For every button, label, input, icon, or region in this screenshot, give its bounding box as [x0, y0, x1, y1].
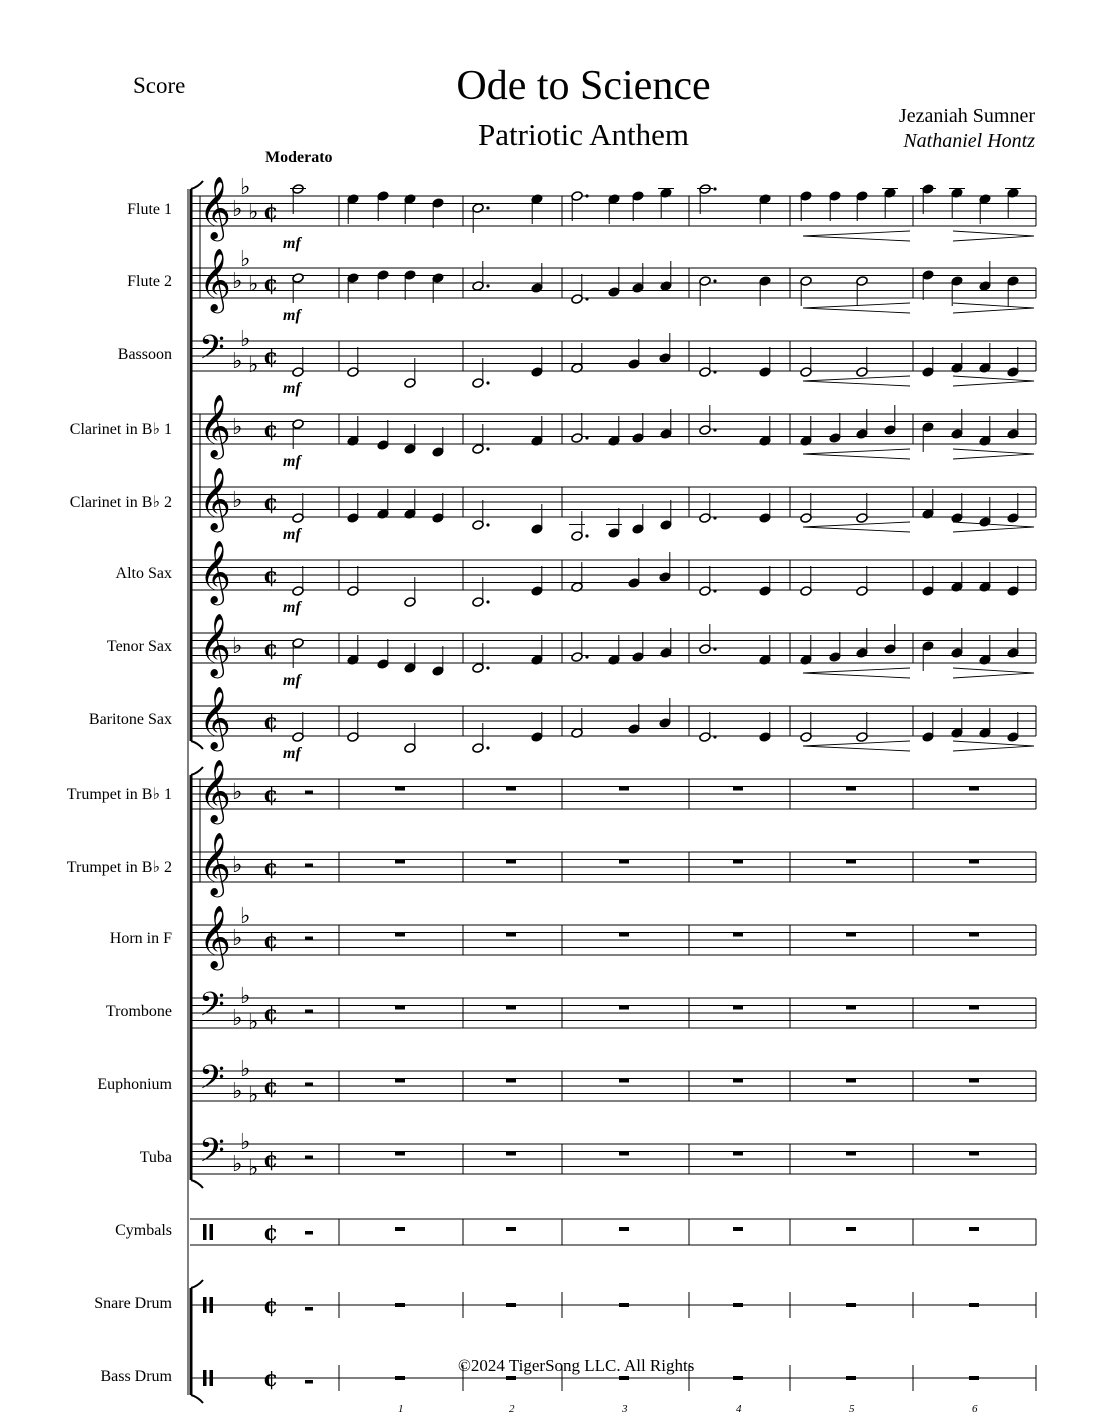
crescendo-hairpin [803, 668, 910, 678]
whole-rest [395, 1376, 405, 1380]
crescendo-hairpin [803, 741, 910, 751]
whole-rest [395, 787, 405, 791]
whole-rest [506, 1152, 516, 1156]
cut-time-signature: ¢ [263, 855, 279, 881]
whole-rest [395, 860, 405, 864]
augmentation-dot [585, 194, 588, 197]
instrument-label: Clarinet in B♭ 2 [69, 494, 172, 511]
flat-sign: ♭ [240, 1057, 251, 1082]
instrument-label: Horn in F [109, 930, 172, 947]
whole-rest [619, 1152, 629, 1156]
whole-rest [846, 1227, 856, 1231]
flat-sign: ♭ [240, 1130, 251, 1155]
whole-rest [733, 860, 743, 864]
staff-15 [190, 1219, 1036, 1246]
instrument-label: Euphonium [97, 1076, 172, 1093]
whole-rest [969, 787, 979, 791]
whole-rest [395, 1227, 405, 1231]
whole-rest [619, 1079, 629, 1083]
whole-rest [733, 1227, 743, 1231]
cut-time-signature: ¢ [263, 199, 279, 225]
instrument-label: Flute 2 [127, 273, 172, 290]
flat-sign: ♭ [232, 926, 243, 951]
flat-sign: ♭ [232, 269, 243, 294]
cut-time-signature: ¢ [263, 1147, 279, 1173]
whole-rest [969, 1006, 979, 1010]
whole-rest [733, 1152, 743, 1156]
whole-rest [733, 1079, 743, 1083]
bar-number: 4 [736, 1403, 742, 1415]
percussion-clef [203, 1297, 207, 1313]
half-rest [305, 791, 313, 795]
cut-time-signature: ¢ [263, 928, 279, 954]
dynamic-mf: mf [283, 307, 301, 324]
instrument-label: Trumpet in B♭ 2 [66, 859, 172, 876]
augmentation-dot [713, 428, 716, 431]
percussion-clef [210, 1370, 214, 1386]
staff-16 [190, 1292, 1036, 1319]
augmentation-dot [713, 589, 716, 592]
augmentation-dot [486, 746, 489, 749]
flat-sign: ♭ [232, 415, 243, 440]
crescendo-hairpin [803, 376, 910, 386]
treble-clef: 𝄞 [199, 467, 231, 530]
half-rest [305, 1231, 313, 1235]
instrument-label: Trombone [105, 1003, 172, 1020]
treble-clef: 𝄞 [199, 905, 231, 968]
staff-9 [190, 759, 1036, 825]
whole-rest [619, 1303, 629, 1307]
whole-rest [506, 1006, 516, 1010]
dynamic-mf: mf [283, 380, 301, 397]
cut-time-signature: ¢ [263, 709, 279, 735]
whole-rest [506, 933, 516, 937]
cut-time-signature: ¢ [263, 1293, 279, 1319]
dynamic-mf: mf [283, 235, 301, 252]
diminuendo-hairpin [953, 522, 1034, 532]
flat-sign: ♭ [240, 175, 251, 200]
whole-rest [969, 860, 979, 864]
augmentation-dot [486, 600, 489, 603]
crescendo-hairpin [803, 449, 910, 459]
flat-sign: ♭ [248, 200, 259, 225]
cut-time-signature: ¢ [263, 782, 279, 808]
augmentation-dot [713, 187, 716, 190]
flat-sign: ♭ [232, 634, 243, 659]
whole-rest [846, 933, 856, 937]
dynamic-mf: mf [283, 599, 301, 616]
bracket-hook [191, 1180, 203, 1188]
bar-number: 3 [622, 1403, 628, 1415]
percussion-clef [203, 1370, 207, 1386]
percussion-clef [203, 1224, 207, 1240]
flat-sign: ♭ [248, 1010, 259, 1035]
cut-time-signature: ¢ [263, 563, 279, 589]
augmentation-dot [585, 297, 588, 300]
bracket-hook [191, 1395, 203, 1403]
treble-clef: 𝄞 [199, 759, 231, 822]
brass-bracket [191, 767, 203, 1188]
whole-rest [395, 933, 405, 937]
instrument-label: Clarinet in B♭ 1 [69, 421, 172, 438]
cut-time-signature: ¢ [263, 636, 279, 662]
augmentation-dot [713, 735, 716, 738]
whole-rest [506, 1376, 516, 1380]
whole-rest [846, 1303, 856, 1307]
whole-rest [969, 933, 979, 937]
augmentation-dot [486, 666, 489, 669]
arranger-name: Nathaniel Hontz [903, 130, 1035, 152]
staff-14 [190, 1130, 1036, 1181]
diminuendo-hairpin [953, 303, 1034, 313]
instrument-label: Baritone Sax [88, 711, 172, 728]
treble-clef: 𝄞 [199, 613, 231, 676]
augmentation-dot [486, 447, 489, 450]
staff-12 [190, 984, 1036, 1035]
staff-13 [190, 1057, 1036, 1108]
whole-rest [733, 933, 743, 937]
whole-rest [846, 1152, 856, 1156]
dynamic-mf: mf [283, 526, 301, 543]
flat-sign: ♭ [232, 1079, 243, 1104]
whole-rest [846, 1376, 856, 1380]
augmentation-dot [713, 647, 716, 650]
dynamic-mf: mf [283, 453, 301, 470]
half-rest [305, 1380, 313, 1384]
piece-subtitle: Patriotic Anthem [478, 117, 689, 152]
treble-clef: 𝄞 [199, 176, 231, 239]
augmentation-dot [585, 534, 588, 537]
whole-rest [846, 1006, 856, 1010]
instrument-label: Cymbals [115, 1222, 172, 1239]
bar-number: 1 [398, 1403, 404, 1415]
bracket-hook [191, 1280, 203, 1288]
whole-rest [733, 1006, 743, 1010]
staff-10 [190, 832, 1036, 898]
flat-sign: ♭ [248, 272, 259, 297]
whole-rest [619, 1006, 629, 1010]
augmentation-dot [713, 279, 716, 282]
diminuendo-hairpin [953, 741, 1034, 751]
crescendo-hairpin [803, 303, 910, 313]
cut-time-signature: ¢ [263, 271, 279, 297]
flat-sign: ♭ [248, 1156, 259, 1181]
whole-rest [969, 1227, 979, 1231]
cut-time-signature: ¢ [263, 1366, 279, 1392]
instrument-label: Alto Sax [115, 565, 172, 582]
diminuendo-hairpin [953, 449, 1034, 459]
augmentation-dot [585, 436, 588, 439]
percussion-bracket [191, 1280, 203, 1403]
instrument-label: Bassoon [117, 346, 172, 363]
flat-sign: ♭ [232, 1006, 243, 1031]
dynamic-mf: mf [283, 745, 301, 762]
flat-sign: ♭ [232, 780, 243, 805]
treble-clef: 𝄞 [199, 394, 231, 457]
cut-time-signature: ¢ [263, 417, 279, 443]
whole-rest [506, 1303, 516, 1307]
flat-sign: ♭ [232, 488, 243, 513]
whole-rest [846, 787, 856, 791]
instrument-label: Flute 1 [127, 201, 172, 218]
cut-time-signature: ¢ [263, 1001, 279, 1027]
flat-sign: ♭ [240, 904, 251, 929]
treble-clef: 𝄞 [199, 686, 231, 749]
cut-time-signature: ¢ [263, 1220, 279, 1246]
bass-clef: 𝄢 [199, 1132, 225, 1178]
whole-rest [506, 1079, 516, 1083]
percussion-clef [210, 1224, 214, 1240]
bar-number: 2 [509, 1403, 515, 1415]
staff-11 [190, 904, 1036, 971]
half-rest [305, 1010, 313, 1014]
cut-time-signature: ¢ [263, 1074, 279, 1100]
whole-rest [969, 1303, 979, 1307]
whole-rest [619, 1227, 629, 1231]
crescendo-hairpin [803, 522, 910, 532]
half-rest [305, 1156, 313, 1160]
half-rest [305, 937, 313, 941]
bass-clef: 𝄢 [199, 329, 225, 375]
augmentation-dot [486, 284, 489, 287]
treble-clef: 𝄞 [199, 248, 231, 311]
diminuendo-hairpin [953, 668, 1034, 678]
augmentation-dot [486, 523, 489, 526]
half-rest [305, 864, 313, 868]
augmentation-dot [486, 381, 489, 384]
whole-rest [506, 787, 516, 791]
whole-rest [733, 1376, 743, 1380]
instrument-label: Tenor Sax [106, 638, 172, 655]
diminuendo-hairpin [953, 231, 1034, 241]
whole-rest [395, 1303, 405, 1307]
whole-rest [846, 1079, 856, 1083]
bass-clef: 𝄢 [199, 1059, 225, 1105]
diminuendo-hairpin [953, 376, 1034, 386]
staff-17 [190, 1365, 1036, 1392]
crescendo-hairpin [803, 231, 910, 241]
flat-sign: ♭ [240, 327, 251, 352]
whole-rest [619, 1376, 629, 1380]
half-rest [305, 1083, 313, 1087]
cut-time-signature: ¢ [263, 490, 279, 516]
tempo-marking: Moderato [265, 149, 333, 166]
whole-rest [619, 860, 629, 864]
bass-clef: 𝄢 [199, 986, 225, 1032]
whole-rest [733, 1303, 743, 1307]
staff-6 [190, 540, 1036, 616]
flat-sign: ♭ [232, 853, 243, 878]
augmentation-dot [486, 206, 489, 209]
augmentation-dot [713, 516, 716, 519]
flat-sign: ♭ [240, 984, 251, 1009]
instrument-label: Trumpet in B♭ 1 [66, 786, 172, 803]
half-rest [305, 1307, 313, 1311]
instrument-label: Tuba [139, 1149, 172, 1166]
whole-rest [969, 1079, 979, 1083]
whole-rest [619, 787, 629, 791]
treble-clef: 𝄞 [199, 832, 231, 895]
whole-rest [395, 1152, 405, 1156]
flat-sign: ♭ [232, 1152, 243, 1177]
piece-title: Ode to Science [456, 63, 711, 109]
treble-clef: 𝄞 [199, 540, 231, 603]
composer-name: Jezaniah Sumner [898, 105, 1035, 127]
whole-rest [506, 1227, 516, 1231]
copyright-notice: ©2024 TigerSong LLC. All Rights [458, 1356, 695, 1375]
dynamic-mf: mf [283, 672, 301, 689]
flat-sign: ♭ [232, 349, 243, 374]
percussion-clef [210, 1297, 214, 1313]
flat-sign: ♭ [248, 1083, 259, 1108]
whole-rest [619, 933, 629, 937]
flat-sign: ♭ [232, 197, 243, 222]
instrument-label: Snare Drum [94, 1295, 172, 1312]
augmentation-dot [713, 370, 716, 373]
whole-rest [969, 1376, 979, 1380]
whole-rest [395, 1079, 405, 1083]
cut-time-signature: ¢ [263, 344, 279, 370]
score-label: Score [133, 73, 186, 98]
augmentation-dot [585, 655, 588, 658]
instrument-label: Bass Drum [100, 1368, 172, 1385]
staff-1 [190, 175, 1036, 252]
flat-sign: ♭ [248, 353, 259, 378]
whole-rest [733, 787, 743, 791]
staff-3 [190, 327, 1036, 397]
whole-rest [846, 860, 856, 864]
bar-number: 6 [972, 1403, 978, 1415]
staff-2 [190, 247, 1036, 324]
whole-rest [969, 1152, 979, 1156]
whole-rest [395, 1006, 405, 1010]
flat-sign: ♭ [240, 247, 251, 272]
bar-number: 5 [849, 1403, 855, 1415]
whole-rest [506, 860, 516, 864]
